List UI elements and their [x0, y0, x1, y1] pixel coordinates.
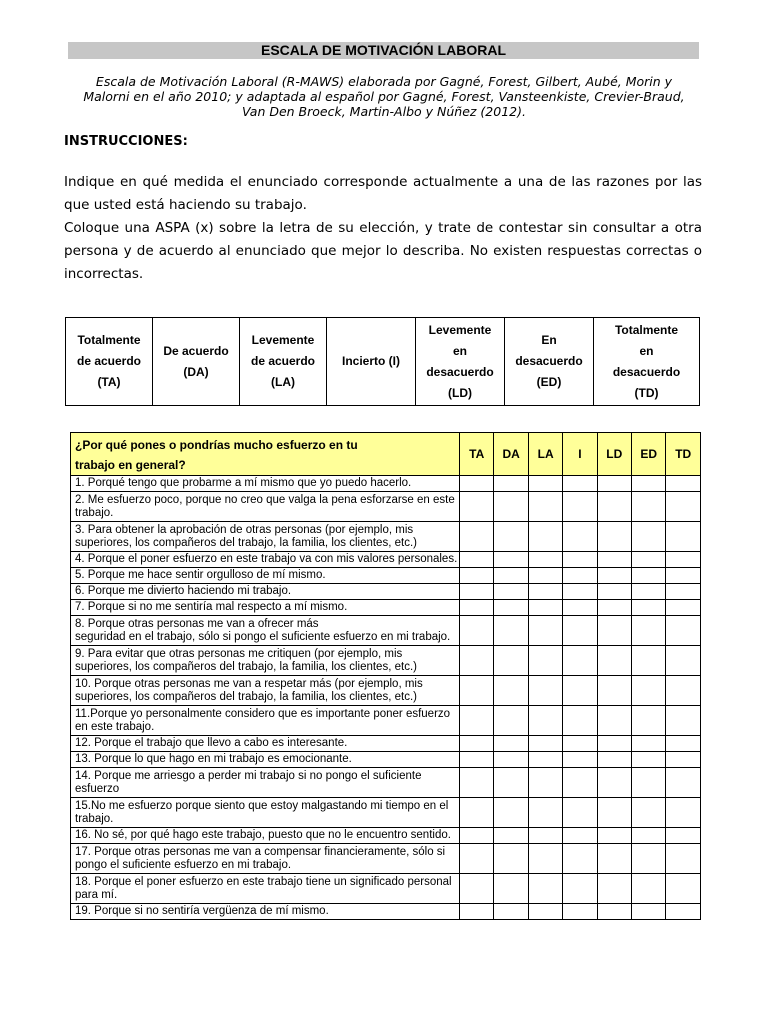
answer-cell-da[interactable]: [494, 646, 529, 676]
question-text: [71, 874, 460, 904]
answer-cell-la[interactable]: [528, 646, 562, 676]
answer-cell-i[interactable]: [563, 768, 597, 798]
answer-cell-la[interactable]: [528, 874, 562, 904]
answer-cell-td[interactable]: [666, 904, 701, 920]
question-line: en este trabajo.: [75, 720, 155, 733]
answer-cell-ld[interactable]: [597, 646, 631, 676]
answer-cell-ld[interactable]: [597, 706, 631, 736]
answer-cell-la[interactable]: [528, 552, 562, 568]
answer-cell-ta[interactable]: [460, 706, 494, 736]
answer-cell-ta[interactable]: [460, 798, 494, 828]
answer-cell-ed[interactable]: [631, 568, 665, 584]
answer-cell-ld[interactable]: [597, 874, 631, 904]
answer-cell-la[interactable]: [528, 492, 562, 522]
instructions-text: [64, 171, 702, 286]
answer-cell-ed[interactable]: [631, 828, 665, 844]
answer-cell-td[interactable]: [666, 646, 701, 676]
question-line: pongo el suficiente esfuerzo en mi trabajo.: [75, 858, 292, 871]
answer-cell-ld[interactable]: [597, 492, 631, 522]
scale-option-line: de acuerdo: [250, 354, 316, 368]
answer-cell-ed[interactable]: [631, 584, 665, 600]
answer-cell-td[interactable]: [666, 616, 701, 646]
answer-cell-ed[interactable]: [631, 874, 665, 904]
answer-cell-da[interactable]: [494, 522, 529, 552]
answer-cell-ta[interactable]: [460, 584, 494, 600]
answer-cell-da[interactable]: [494, 676, 529, 706]
answer-cell-la[interactable]: [528, 476, 562, 492]
answer-cell-ed[interactable]: [631, 552, 665, 568]
scale-option-line: Totalmente: [614, 322, 679, 337]
scale-option-line: desacuerdo: [515, 354, 583, 368]
answer-cell-td[interactable]: [666, 568, 701, 584]
answer-cell-i[interactable]: [563, 874, 597, 904]
answer-cell-da[interactable]: [494, 492, 529, 522]
answer-cell-ld[interactable]: [597, 844, 631, 874]
scale-option-line: (DA): [183, 364, 209, 379]
question-text: [71, 844, 460, 874]
answer-cell-la[interactable]: [528, 522, 562, 552]
question-line: para mí.: [75, 888, 118, 901]
answer-cell-ld[interactable]: [597, 568, 631, 584]
question-line: superiores, los compañeros del trabajo, la familia, los clientes, etc.): [75, 690, 417, 703]
answer-cell-da[interactable]: [494, 874, 529, 904]
answer-cell-ed[interactable]: [631, 904, 665, 920]
question-text: [71, 600, 460, 616]
question-text: [71, 584, 460, 600]
answer-cell-la[interactable]: [528, 752, 562, 768]
answer-cell-td[interactable]: [666, 844, 701, 874]
answer-cell-ed[interactable]: [631, 736, 665, 752]
answer-cell-la[interactable]: [528, 616, 562, 646]
questionnaire-table: [70, 432, 701, 920]
column-header-da: DA: [494, 433, 529, 476]
scale-option-i: [327, 318, 416, 406]
question-line: 11.Porque yo personalmente considero que es importante poner esfuerzo: [75, 707, 451, 720]
table-row: [71, 552, 701, 568]
table-row: [71, 828, 701, 844]
question-text: [71, 706, 460, 736]
question-line: esfuerzo: [75, 782, 120, 795]
answer-cell-da[interactable]: [494, 476, 529, 492]
answer-cell-td[interactable]: [666, 768, 701, 798]
scale-option-td: [594, 318, 700, 406]
answer-cell-ld[interactable]: [597, 904, 631, 920]
scale-option-line: Incierto (I): [341, 354, 400, 368]
answer-cell-ta[interactable]: [460, 828, 494, 844]
table-row: [71, 616, 701, 646]
answer-cell-td[interactable]: [666, 476, 701, 492]
answer-cell-i[interactable]: [563, 568, 597, 584]
question-line: superiores, los compañeros del trabajo, la familia, los clientes, etc.): [75, 660, 417, 673]
scale-option-line: desacuerdo: [612, 364, 681, 379]
column-header-i: I: [563, 433, 597, 476]
answer-cell-la[interactable]: [528, 568, 562, 584]
answer-cell-ta[interactable]: [460, 904, 494, 920]
citation-line: Van Den Broeck, Martin-Albo y Núñez (2012).: [242, 104, 526, 119]
table-row: [71, 752, 701, 768]
answer-cell-ld[interactable]: [597, 798, 631, 828]
answer-cell-ta[interactable]: [460, 522, 494, 552]
question-line: trabajo.: [75, 506, 114, 519]
answer-cell-td[interactable]: [666, 828, 701, 844]
table-row: [71, 568, 701, 584]
column-header-td: TD: [666, 433, 701, 476]
scale-option-line: (ED): [536, 375, 562, 389]
answer-cell-i[interactable]: [563, 646, 597, 676]
scale-option-la: [240, 318, 327, 406]
question-line: superiores, los compañeros del trabajo, la familia, los clientes, etc.): [75, 536, 417, 549]
table-row: [71, 798, 701, 828]
answer-cell-i[interactable]: [563, 616, 597, 646]
scale-option-line: En: [541, 333, 557, 347]
answer-cell-ta[interactable]: [460, 646, 494, 676]
question-text: [71, 492, 460, 522]
question-line: trabajo.: [75, 812, 114, 825]
question-text: [71, 798, 460, 828]
answer-cell-i[interactable]: [563, 476, 597, 492]
question-text: [71, 568, 460, 584]
answer-cell-la[interactable]: [528, 798, 562, 828]
scale-option-ed: [505, 318, 594, 406]
scale-legend-table: [65, 317, 700, 406]
question-line: 17. Porque otras personas me van a compensar financieramente, sólo si: [75, 845, 446, 858]
table-row: [71, 844, 701, 874]
question-line: 13. Porque lo que hago en mi trabajo es emocionante.: [75, 753, 352, 765]
answer-cell-la[interactable]: [528, 736, 562, 752]
answer-cell-ld[interactable]: [597, 752, 631, 768]
question-line: 9. Para evitar que otras personas me critiquen (por ejemplo, mis: [75, 647, 403, 660]
answer-cell-ld[interactable]: [597, 552, 631, 568]
answer-cell-da[interactable]: [494, 552, 529, 568]
answer-cell-td[interactable]: [666, 874, 701, 904]
scale-option-line: en: [452, 343, 467, 358]
answer-cell-td[interactable]: [666, 798, 701, 828]
answer-cell-da[interactable]: [494, 904, 529, 920]
answer-cell-i[interactable]: [563, 798, 597, 828]
question-line: 6. Porque me divierto haciendo mi trabajo.: [75, 585, 292, 597]
answer-cell-la[interactable]: [528, 904, 562, 920]
answer-cell-ed[interactable]: [631, 768, 665, 798]
question-line: 1. Porqué tengo que probarme a mí mismo que yo puedo hacerlo.: [75, 477, 412, 489]
question-line: 10. Porque otras personas me van a respetar más (por ejemplo, mis: [75, 677, 423, 690]
question-text: [71, 522, 460, 552]
answer-cell-ed[interactable]: [631, 522, 665, 552]
citation-line: Escala de Motivación Laboral (R-MAWS) elaborada por Gagné, Forest, Gilbert, Aubé, Morin y: [95, 74, 673, 89]
answer-cell-da[interactable]: [494, 600, 529, 616]
answer-cell-da[interactable]: [494, 828, 529, 844]
question-line: 3. Para obtener la aprobación de otras personas (por ejemplo, mis: [75, 523, 414, 536]
answer-cell-i[interactable]: [563, 676, 597, 706]
answer-cell-ta[interactable]: [460, 874, 494, 904]
answer-cell-la[interactable]: [528, 828, 562, 844]
question-text: [71, 676, 460, 706]
scale-option-line: de acuerdo: [76, 354, 142, 368]
answer-cell-ed[interactable]: [631, 600, 665, 616]
question-header-line: trabajo en general?: [75, 458, 186, 472]
answer-cell-ld[interactable]: [597, 600, 631, 616]
answer-cell-td[interactable]: [666, 600, 701, 616]
answer-cell-td[interactable]: [666, 676, 701, 706]
answer-cell-ed[interactable]: [631, 844, 665, 874]
scale-option-da: [153, 318, 240, 406]
question-line: 2. Me esfuerzo poco, porque no creo que valga la pena esforzarse en este: [75, 493, 455, 506]
question-line: 8. Porque otras personas me van a ofrecer más: [75, 617, 319, 630]
answer-cell-ed[interactable]: [631, 616, 665, 646]
question-line: 19. Porque si no sentiría vergüenza de mí mismo.: [75, 905, 329, 917]
answer-cell-da[interactable]: [494, 844, 529, 874]
question-text: [71, 828, 460, 844]
answer-cell-i[interactable]: [563, 844, 597, 874]
table-row: [71, 476, 701, 492]
answer-cell-td[interactable]: [666, 752, 701, 768]
scale-option-ta: [66, 318, 153, 406]
column-header-ta: TA: [460, 433, 494, 476]
answer-cell-da[interactable]: [494, 752, 529, 768]
answer-cell-ed[interactable]: [631, 752, 665, 768]
answer-cell-da[interactable]: [494, 568, 529, 584]
answer-cell-i[interactable]: [563, 752, 597, 768]
scale-legend-row: [66, 318, 700, 406]
answer-cell-td[interactable]: [666, 552, 701, 568]
question-header: [71, 433, 460, 476]
answer-cell-ld[interactable]: [597, 616, 631, 646]
answer-cell-i[interactable]: [563, 904, 597, 920]
question-text: [71, 646, 460, 676]
answer-cell-da[interactable]: [494, 706, 529, 736]
scale-option-line: (TD): [634, 385, 659, 400]
scale-option-line: (LD): [448, 385, 472, 400]
answer-cell-ta[interactable]: [460, 752, 494, 768]
answer-cell-la[interactable]: [528, 584, 562, 600]
answer-cell-ta[interactable]: [460, 736, 494, 752]
question-text: [71, 476, 460, 492]
answer-cell-td[interactable]: [666, 706, 701, 736]
instructions-paragraph: Coloque una ASPA (x) sobre la letra de su elección, y trate de contestar sin consultar a otra persona y de acuerdo al enunciado que mejor lo describa. No existen respuestas correctas o incorrectas.: [64, 220, 702, 282]
answer-cell-ed[interactable]: [631, 476, 665, 492]
answer-cell-ta[interactable]: [460, 552, 494, 568]
column-header-ld: LD: [597, 433, 631, 476]
answer-cell-la[interactable]: [528, 844, 562, 874]
document-title: ESCALA DE MOTIVACIÓN LABORAL: [68, 42, 699, 59]
question-text: [71, 616, 460, 646]
scale-option-line: desacuerdo: [426, 364, 494, 379]
table-row: [71, 584, 701, 600]
citation-line: Malorni en el año 2010; y adaptada al español por Gagné, Forest, Vansteenkiste, Crevier-Braud,: [83, 89, 685, 104]
answer-cell-ed[interactable]: [631, 798, 665, 828]
answer-cell-ta[interactable]: [460, 568, 494, 584]
scale-option-line: De acuerdo: [163, 343, 229, 358]
answer-cell-i[interactable]: [563, 492, 597, 522]
answer-cell-da[interactable]: [494, 736, 529, 752]
question-line: 12. Porque el trabajo que llevo a cabo es interesante.: [75, 737, 348, 749]
scale-option-line: en: [639, 343, 654, 358]
answer-cell-i[interactable]: [563, 584, 597, 600]
instructions-paragraph: Indique en qué medida el enunciado corresponde actualmente a una de las razones por las que usted está haciendo su trabajo.: [64, 174, 702, 213]
answer-cell-ta[interactable]: [460, 676, 494, 706]
questionnaire-header-row: [71, 433, 701, 476]
answer-cell-ld[interactable]: [597, 476, 631, 492]
answer-cell-ed[interactable]: [631, 706, 665, 736]
answer-cell-td[interactable]: [666, 584, 701, 600]
answer-cell-ta[interactable]: [460, 476, 494, 492]
column-header-ed: ED: [631, 433, 665, 476]
question-line: 16. No sé, por qué hago este trabajo, puesto que no le encuentro sentido.: [75, 829, 451, 841]
answer-cell-td[interactable]: [666, 736, 701, 752]
question-line: 15.No me esfuerzo porque siento que estoy malgastando mi tiempo en el: [75, 799, 449, 812]
question-text: [71, 752, 460, 768]
answer-cell-ed[interactable]: [631, 646, 665, 676]
answer-cell-td[interactable]: [666, 522, 701, 552]
table-row: [71, 706, 701, 736]
answer-cell-da[interactable]: [494, 584, 529, 600]
answer-cell-i[interactable]: [563, 552, 597, 568]
table-row: [71, 600, 701, 616]
question-line: 5. Porque me hace sentir orgulloso de mí mismo.: [75, 569, 326, 581]
answer-cell-ed[interactable]: [631, 492, 665, 522]
scale-option-line: Levemente: [428, 322, 492, 337]
answer-cell-da[interactable]: [494, 798, 529, 828]
instructions-heading: INSTRUCCIONES:: [64, 134, 188, 149]
answer-cell-ta[interactable]: [460, 844, 494, 874]
scale-option-ld: [416, 318, 505, 406]
scale-option-line: (LA): [271, 375, 295, 389]
table-row: [71, 768, 701, 798]
question-line: 18. Porque el poner esfuerzo en este trabajo tiene un significado personal: [75, 875, 452, 888]
answer-cell-ta[interactable]: [460, 616, 494, 646]
column-header-la: LA: [528, 433, 562, 476]
answer-cell-ld[interactable]: [597, 736, 631, 752]
answer-cell-ld[interactable]: [597, 828, 631, 844]
answer-cell-i[interactable]: [563, 706, 597, 736]
scale-option-line: Levemente: [251, 333, 315, 347]
table-row: [71, 736, 701, 752]
answer-cell-ld[interactable]: [597, 768, 631, 798]
answer-cell-ed[interactable]: [631, 676, 665, 706]
table-row: [71, 874, 701, 904]
answer-cell-da[interactable]: [494, 768, 529, 798]
answer-cell-la[interactable]: [528, 768, 562, 798]
table-row: [71, 904, 701, 920]
question-line: seguridad en el trabajo, sólo si pongo el suficiente esfuerzo en mi trabajo.: [75, 630, 451, 643]
answer-cell-la[interactable]: [528, 676, 562, 706]
question-text: [71, 736, 460, 752]
question-text: [71, 904, 460, 920]
question-text: [71, 768, 460, 798]
question-line: 4. Porque el poner esfuerzo en este trabajo va con mis valores personales.: [75, 553, 458, 565]
answer-cell-i[interactable]: [563, 828, 597, 844]
answer-cell-ta[interactable]: [460, 492, 494, 522]
answer-cell-i[interactable]: [563, 522, 597, 552]
answer-cell-la[interactable]: [528, 600, 562, 616]
scale-option-line: (TA): [97, 375, 121, 389]
answer-cell-ld[interactable]: [597, 522, 631, 552]
answer-cell-i[interactable]: [563, 600, 597, 616]
question-text: [71, 552, 460, 568]
answer-cell-la[interactable]: [528, 706, 562, 736]
scale-option-line: Totalmente: [77, 333, 141, 347]
table-row: [71, 522, 701, 552]
answer-cell-td[interactable]: [666, 492, 701, 522]
question-line: 7. Porque si no me sentiría mal respecto a mí mismo.: [75, 601, 348, 613]
answer-cell-ta[interactable]: [460, 768, 494, 798]
questionnaire-body: [71, 433, 701, 920]
answer-cell-da[interactable]: [494, 616, 529, 646]
table-row: [71, 492, 701, 522]
citation: [64, 74, 704, 119]
table-row: [71, 676, 701, 706]
answer-cell-ta[interactable]: [460, 600, 494, 616]
question-header-line: ¿Por qué pones o pondrías mucho esfuerzo en tu: [75, 438, 358, 452]
question-line: 14. Porque me arriesgo a perder mi trabajo si no pongo el suficiente: [75, 769, 422, 782]
answer-cell-ld[interactable]: [597, 676, 631, 706]
answer-cell-ld[interactable]: [597, 584, 631, 600]
answer-cell-i[interactable]: [563, 736, 597, 752]
table-row: [71, 646, 701, 676]
